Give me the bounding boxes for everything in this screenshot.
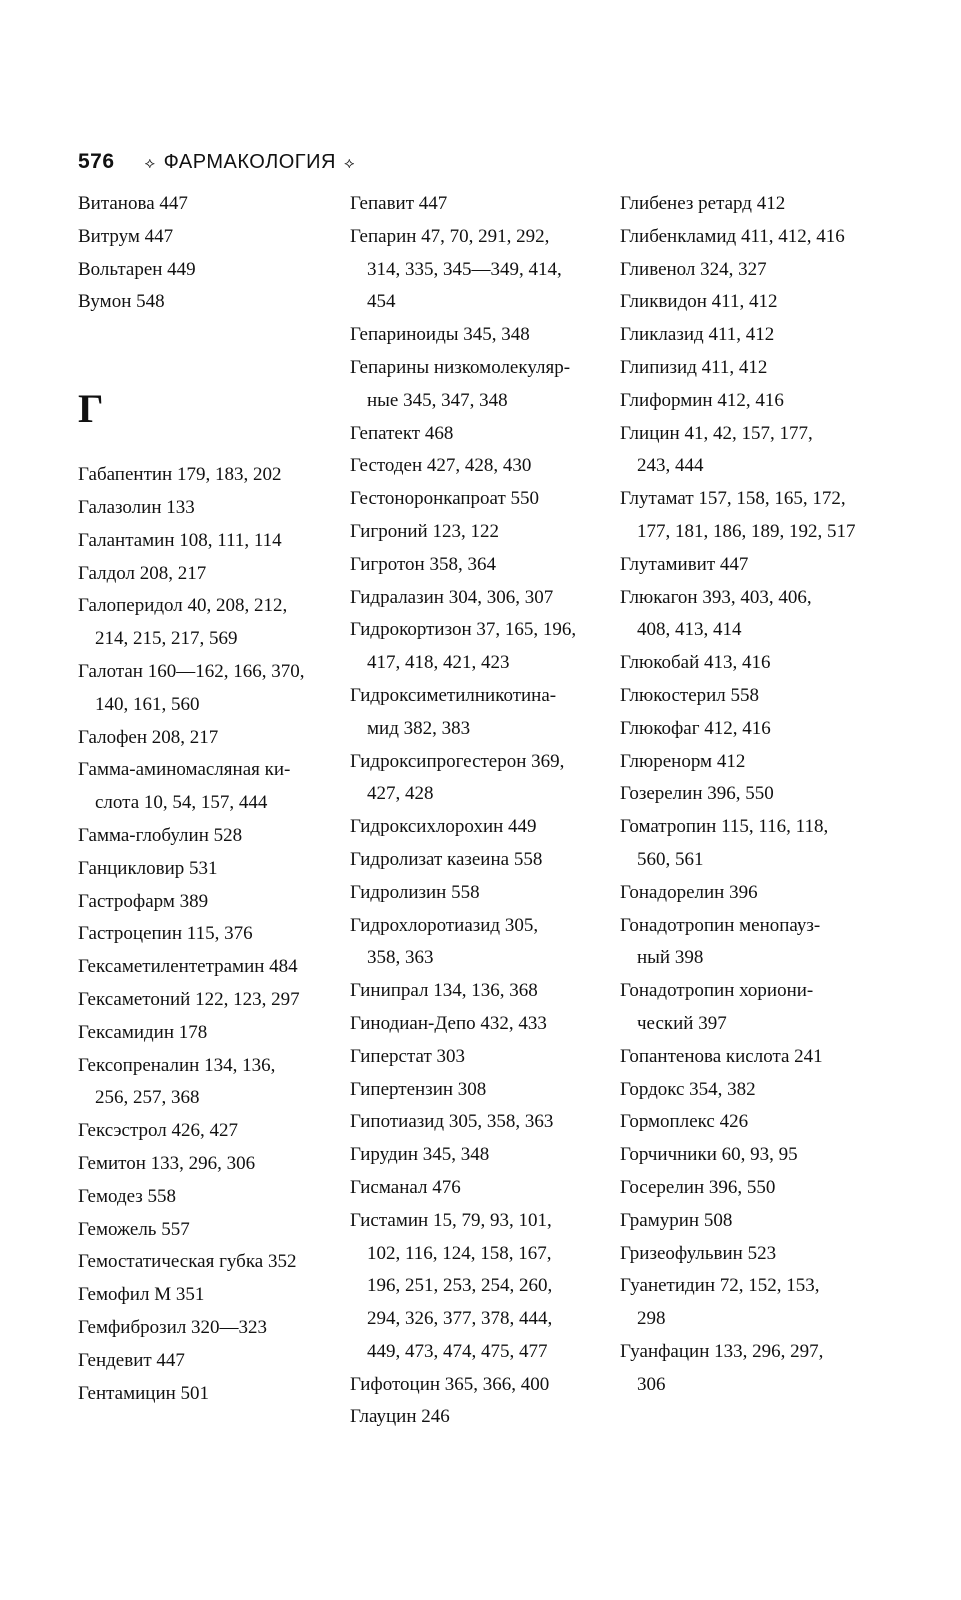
index-entry [620,352,870,385]
index-entry [350,582,600,615]
entry-text: Гепарины низкомолекуляр- [350,356,571,378]
entry-continuation: 243, 444 [637,455,704,477]
index-entry [78,918,328,951]
index-entry [78,951,328,984]
index-entry [350,811,600,844]
index-entry [620,713,870,746]
entry-text: Глауцин 246 [350,1406,450,1428]
entry-continuation: ческий 397 [637,1012,727,1034]
entry-text: Гонадотропин хориони- [620,980,814,1002]
entry-text: Гиперстат 303 [350,1045,465,1067]
index-entries-v [78,188,328,319]
entry-text: Гозерелин 396, 550 [620,783,774,805]
index-column-2 [350,188,600,1434]
entry-text: Глутамивит 447 [620,553,749,575]
entry-text: Глицин 41, 42, 157, 177, [620,422,813,444]
index-entry [620,1270,870,1336]
index-entry [350,614,600,680]
index-entry [350,483,600,516]
index-entry [350,319,600,352]
entry-text: Галоперидол 40, 208, 212, [78,595,288,617]
index-entry [620,1106,870,1139]
index-entry [620,975,870,1041]
entry-continuation: 177, 181, 186, 189, 192, 517 [637,520,856,542]
index-entry [78,1050,328,1116]
index-entry [350,418,600,451]
entry-text: Геможель 557 [78,1218,190,1240]
index-entry [350,1205,600,1369]
index-entry [350,680,600,746]
index-entry [620,811,870,877]
entry-text: Глюкофаг 412, 416 [620,717,771,739]
running-header [78,150,363,174]
entry-text: Галантамин 108, 111, 114 [78,529,282,551]
index-entry [78,820,328,853]
entry-text: Гисманал 476 [350,1176,461,1198]
index-entry [620,1336,870,1402]
index-entry [620,385,870,418]
entry-text: Вольтарен 449 [78,258,196,280]
index-entry [78,525,328,558]
entry-continuation: 417, 418, 421, 423 [367,652,510,674]
index-entry [620,1041,870,1074]
index-entry [350,450,600,483]
entry-text: Гемодез 558 [78,1185,177,1207]
entry-text: Горчичники 60, 93, 95 [620,1144,798,1166]
entry-text: Ганцикловир 531 [78,857,218,879]
index-entries-g [78,459,328,1410]
entry-text: Глибенез ретард 412 [620,193,786,214]
entry-continuation: 449, 473, 474, 475, 477 [367,1340,548,1362]
entry-text: Гидроксиметилникотина- [350,684,557,706]
entry-text: Гастроцепин 115, 376 [78,923,253,945]
entry-text: Габапентин 179, 183, 202 [78,464,282,486]
entry-text: Гексаметоний 122, 123, 297 [78,988,300,1010]
index-entry [78,722,328,755]
index-entry [78,1214,328,1247]
entry-continuation: 256, 257, 368 [95,1087,200,1109]
index-entry [350,1401,600,1434]
diamond-ornament-right: ⟡ [343,155,356,172]
index-entry [620,910,870,976]
entry-text: Глюренорм 412 [620,750,746,772]
entry-text: Гистамин 15, 79, 93, 101, [350,1209,552,1231]
entry-text: Гексамидин 178 [78,1021,208,1043]
index-entry [350,1008,600,1041]
index-entry [620,746,870,779]
entry-text: Гифотоцин 365, 366, 400 [350,1373,550,1395]
entry-continuation: 408, 413, 414 [637,619,742,641]
entry-text: Гексэстрол 426, 427 [78,1120,238,1142]
entry-text: Гидрокортизон 37, 165, 196, [350,619,577,641]
entry-text: Гидролизат казеина 558 [350,848,543,870]
index-entry [620,778,870,811]
index-entry [350,516,600,549]
entry-text: Гордокс 354, 382 [620,1078,756,1100]
entry-text: Гливенол 324, 327 [620,258,767,280]
index-entry [78,754,328,820]
entry-text: Гидролизин 558 [350,881,480,903]
entry-text: Гоматропин 115, 116, 118, [620,816,829,838]
entry-text: Гидроксихлорохин 449 [350,816,537,838]
entry-text: Госерелин 396, 550 [620,1176,776,1198]
index-entry [78,1246,328,1279]
index-entry [350,352,600,418]
entry-text: Гонадорелин 396 [620,881,758,903]
entry-continuation: слота 10, 54, 157, 444 [95,792,268,814]
index-entry [350,1041,600,1074]
entry-text: Глутамат 157, 158, 165, 172, [620,488,846,510]
entry-text: Гепавит 447 [350,193,448,214]
entry-text: Гликвидон 411, 412 [620,291,778,313]
index-entry [78,1017,328,1050]
entry-text: Гидрохлоротиазид 305, [350,914,539,936]
entry-text: Гамма-глобулин 528 [78,824,243,846]
entry-text: Гигротон 358, 364 [350,553,496,575]
entry-text: Вумон 548 [78,291,165,313]
index-entry [350,910,600,976]
entry-continuation: 102, 116, 124, 158, 167, [367,1242,552,1264]
index-entry [620,582,870,648]
index-entry [350,1369,600,1402]
entry-text: Гирудин 345, 348 [350,1144,490,1166]
index-entry [620,647,870,680]
index-entry [78,188,328,221]
index-entry [620,1139,870,1172]
entry-continuation: ный 398 [637,947,704,969]
entry-text: Глиформин 412, 416 [620,389,784,411]
entry-text: Гидроксипрогестерон 369, [350,750,565,772]
entry-continuation: 294, 326, 377, 378, 444, [367,1308,553,1330]
entry-continuation: 140, 161, 560 [95,693,200,715]
index-entry [620,286,870,319]
entry-continuation: 306 [637,1373,666,1395]
entry-text: Галазолин 133 [78,496,195,518]
entry-text: Гигроний 123, 122 [350,520,499,542]
entry-text: Витрум 447 [78,225,174,247]
entry-text: Гуанетидин 72, 152, 153, [620,1275,820,1297]
index-entry [78,1115,328,1148]
entry-text: Гуанфацин 133, 296, 297, [620,1340,824,1362]
index-entry [78,1378,328,1411]
index-entry [350,549,600,582]
index-entry [78,1181,328,1214]
book-title: ФАРМАКОЛОГИЯ [163,151,336,173]
index-entry [78,1279,328,1312]
index-entry [78,558,328,591]
index-column-3 [620,188,870,1401]
entry-text: Глипизид 411, 412 [620,356,768,378]
entry-text: Гендевит 447 [78,1349,185,1371]
page-number: 576 [78,150,115,173]
entry-text: Гемитон 133, 296, 306 [78,1152,256,1174]
entry-continuation: 560, 561 [637,848,704,870]
entry-continuation: 358, 363 [367,947,434,969]
index-entry [78,1345,328,1378]
index-entry [620,1205,870,1238]
entry-text: Гексопреналин 134, 136, [78,1054,276,1076]
index-entry [350,1139,600,1172]
entry-text: Гипотиазид 305, 358, 363 [350,1111,554,1133]
index-entry [350,1172,600,1205]
entry-text: Гепариноиды 345, 348 [350,324,530,346]
diamond-ornament-left: ⟡ [144,155,156,172]
entry-text: Гепатект 468 [350,422,454,444]
index-entry [350,221,600,319]
entry-continuation: 214, 215, 217, 569 [95,628,238,650]
entry-text: Глюкобай 413, 416 [620,652,771,674]
entry-text: Гемостатическая губка 352 [78,1251,297,1273]
index-column-1 [78,188,328,1410]
entry-text: Гамма-аминомасляная ки- [78,759,291,781]
entry-text: Гризеофульвин 523 [620,1242,777,1264]
entry-text: Гликлазид 411, 412 [620,324,775,346]
entry-text: Гемофил М 351 [78,1284,205,1306]
entry-text: Грамурин 508 [620,1209,733,1231]
entry-text: Гастрофарм 389 [78,890,209,912]
entry-text: Гинипрал 134, 136, 368 [350,980,538,1002]
index-entry [78,1148,328,1181]
entry-text: Гипертензин 308 [350,1078,487,1100]
index-entry [78,886,328,919]
index-entry [620,188,870,221]
index-entry [78,590,328,656]
entry-continuation: 298 [637,1308,666,1330]
index-entry [78,492,328,525]
entry-text: Глибенкламид 411, 412, 416 [620,225,845,247]
index-entry [350,1074,600,1107]
entry-text: Витанова 447 [78,193,188,214]
entry-text: Галотан 160—162, 166, 370, [78,660,305,682]
index-entry [350,746,600,812]
entry-text: Гидралазин 304, 306, 307 [350,586,554,608]
index-entry [350,877,600,910]
index-entry [350,975,600,1008]
entry-text: Галофен 208, 217 [78,726,219,748]
index-entry [78,459,328,492]
index-entry [350,844,600,877]
entry-text: Гормоплекс 426 [620,1111,749,1133]
entry-continuation: мид 382, 383 [367,717,471,739]
entry-text: Галдол 208, 217 [78,562,207,584]
index-entry [78,853,328,886]
index-entry [620,549,870,582]
index-entry [78,254,328,287]
index-entry [78,656,328,722]
section-letter: Г [78,386,104,432]
index-entry [350,1106,600,1139]
index-entry [78,221,328,254]
index-entry [78,984,328,1017]
entry-continuation: ные 345, 347, 348 [367,389,508,411]
entry-text: Гентамицин 501 [78,1382,210,1404]
entry-text: Гестоден 427, 428, 430 [350,455,532,477]
index-entry [620,877,870,910]
entry-text: Глюкагон 393, 403, 406, [620,586,812,608]
entry-text: Глюкостерил 558 [620,684,760,706]
index-entry [78,286,328,319]
entry-text: Гемфиброзил 320—323 [78,1316,268,1338]
entry-text: Гепарин 47, 70, 291, 292, [350,225,550,247]
entry-text: Гинодиан-Депо 432, 433 [350,1012,547,1034]
index-entry [620,1238,870,1271]
index-entry [620,254,870,287]
entry-continuation: 454 [367,291,396,313]
entry-continuation: 314, 335, 345—349, 414, [367,258,562,280]
entry-continuation: 427, 428 [367,783,434,805]
entry-text: Гексаметилентетрамин 484 [78,956,298,978]
index-entry [620,319,870,352]
index-entry [620,418,870,484]
index-entry [620,483,870,549]
entry-text: Гонадотропин менопауз- [620,914,821,936]
index-entry [620,1074,870,1107]
index-entry [620,680,870,713]
index-entry [620,221,870,254]
entry-continuation: 196, 251, 253, 254, 260, [367,1275,553,1297]
index-entry [78,1312,328,1345]
index-entry [350,188,600,221]
entry-text: Гестоноронкапроат 550 [350,488,540,510]
entry-text: Гопантенова кислота 241 [620,1045,823,1067]
index-entry [620,1172,870,1205]
